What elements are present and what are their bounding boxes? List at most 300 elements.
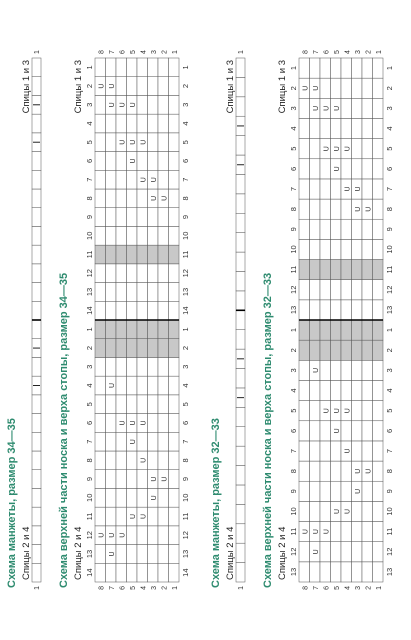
chart-cell: [148, 226, 159, 245]
chart-cell: [127, 208, 138, 227]
chart-cell: [362, 380, 373, 400]
column-number: 10: [85, 231, 94, 240]
chart-cell: [95, 283, 106, 302]
column-number: 3: [289, 368, 298, 373]
chart-cell: [148, 395, 159, 414]
chart-cell: [137, 95, 148, 114]
row-number: 4: [140, 50, 148, 54]
chart-cell: [320, 118, 331, 138]
chart-cell: [137, 189, 148, 208]
stitch-symbol: U: [109, 83, 116, 89]
column-number: 10: [85, 493, 94, 502]
column-number: 5: [85, 402, 94, 407]
column-number: 7: [181, 439, 190, 444]
chart-cell: [236, 563, 245, 582]
chart-cell: [320, 380, 331, 400]
chart-cell: [95, 395, 106, 414]
chart-cell: [236, 485, 245, 504]
chart-cell: [362, 239, 373, 259]
shaded-cell: [106, 245, 117, 264]
needles-label-left: Спицы 2 и 4: [225, 526, 236, 580]
chart-cell: [148, 208, 159, 227]
stitch-symbol: U: [140, 420, 148, 426]
chart-cell: [341, 159, 352, 179]
chart-cell: [137, 395, 148, 414]
chart-cell: [106, 152, 117, 171]
chart-cell: [236, 504, 245, 523]
shaded-cell: [158, 339, 169, 358]
column-number: 11: [385, 527, 394, 536]
chart-cell: [158, 526, 169, 545]
column-number: 9: [289, 489, 298, 494]
chart-cell: [299, 179, 310, 199]
chart-cell: [299, 58, 310, 78]
chart-cell: [116, 301, 127, 320]
stitch-symbol: U: [334, 166, 341, 172]
column-number: 10: [289, 245, 298, 254]
chart-cell: [32, 245, 41, 264]
column-number: 4: [385, 388, 394, 393]
chart-cell: [362, 280, 373, 300]
chart-cell: [137, 432, 148, 451]
shaded-cell: [95, 320, 106, 339]
column-number: 11: [289, 527, 298, 536]
shaded-cell: [148, 245, 159, 264]
chart-cell: [310, 421, 321, 441]
stitch-symbol: U: [334, 508, 341, 514]
needles-label-right: Спицы 1 и 3: [21, 60, 32, 114]
chart-cell: [148, 414, 159, 433]
stitch-symbol: U: [130, 102, 137, 108]
chart-cell: [95, 470, 106, 489]
chart-cell: [148, 357, 159, 376]
chart-cell: [158, 152, 169, 171]
chart-cell: [373, 542, 384, 562]
column-number: 4: [385, 126, 394, 131]
chart-cell: [127, 58, 138, 77]
column-number: 3: [289, 106, 298, 111]
chart-cell: [352, 501, 363, 521]
chart-cell: [373, 58, 384, 78]
chart-cell: [32, 451, 41, 470]
chart-cell: [373, 421, 384, 441]
stitch-symbol: U: [119, 102, 127, 108]
column-number: 1: [85, 65, 94, 70]
stitch-symbol: U: [313, 105, 320, 111]
chart-cell: [158, 357, 169, 376]
chart-cell: [137, 545, 148, 564]
chart-cell: [320, 219, 331, 239]
column-number: 4: [85, 383, 94, 388]
stitch-symbol: U: [313, 85, 320, 91]
column-number: 13: [85, 549, 94, 559]
chart-cell: [310, 58, 321, 78]
chart-cell: [299, 461, 310, 481]
chart-cell: [331, 360, 342, 380]
chart-cell: [32, 283, 41, 302]
chart-cell: [236, 58, 245, 77]
shaded-cell: [331, 320, 342, 340]
chart-cell: [341, 58, 352, 78]
chart-cell: [32, 545, 41, 564]
chart-cell: [299, 239, 310, 259]
column-number: 12: [85, 269, 94, 278]
chart-cell: [352, 78, 363, 98]
chart-cell: [116, 357, 127, 376]
chart-cell: [95, 264, 106, 283]
chart-cell: [362, 300, 373, 320]
chart-cell: [127, 470, 138, 489]
section-title: Схема манжеты, размер 34—35: [6, 418, 18, 588]
chart-cell: [169, 152, 180, 171]
chart-cell: [299, 401, 310, 421]
row-number: 5: [130, 50, 137, 54]
chart-cell: [352, 280, 363, 300]
shaded-cell: [341, 260, 352, 280]
chart-cell: [127, 170, 138, 189]
chart-cell: [148, 507, 159, 526]
chart-cell: [32, 414, 41, 433]
stitch-symbol: U: [109, 532, 116, 538]
shaded-cell: [362, 320, 373, 340]
chart-cell: [169, 470, 180, 489]
row-number: 2: [161, 586, 169, 590]
shaded-cell: [169, 339, 180, 358]
chart-cell: [331, 280, 342, 300]
chart-cell: [362, 421, 373, 441]
chart-cell: [148, 58, 159, 77]
row-number: 7: [313, 50, 320, 54]
column-number: 8: [181, 196, 190, 201]
chart-cell: [362, 219, 373, 239]
chart-cell: [95, 208, 106, 227]
column-number: 1: [85, 327, 94, 332]
stitch-symbol: U: [302, 529, 310, 535]
stitch-symbol: U: [365, 206, 373, 212]
chart-cell: [310, 219, 321, 239]
stitch-symbol: U: [109, 382, 116, 389]
column-number: 9: [385, 227, 394, 232]
chart-cell: [299, 562, 310, 582]
shaded-cell: [116, 339, 127, 358]
shaded-cell: [352, 260, 363, 280]
chart-cell: [116, 226, 127, 245]
chart-cell: [137, 470, 148, 489]
chart-cell: [362, 58, 373, 78]
chart-cell: [106, 283, 117, 302]
chart-cell: [169, 95, 180, 114]
chart-cell: [106, 301, 117, 320]
chart-cell: [310, 461, 321, 481]
chart-cell: [106, 414, 117, 433]
chart-cell: [106, 470, 117, 489]
column-number: 6: [85, 420, 94, 426]
chart-cell: [331, 461, 342, 481]
chart-cell: [299, 501, 310, 521]
chart-cell: [341, 98, 352, 118]
shaded-cell: [158, 320, 169, 339]
chart-cell: [169, 264, 180, 283]
chart-cell: [299, 280, 310, 300]
stitch-symbol: U: [161, 476, 169, 482]
shaded-cell: [331, 340, 342, 360]
chart-cell: [148, 545, 159, 564]
chart-cell: [158, 170, 169, 189]
chart-cell: [299, 118, 310, 138]
column-number: 1: [289, 65, 298, 71]
stitch-symbol: U: [344, 146, 352, 152]
chart-cell: [320, 280, 331, 300]
chart-cell: [148, 432, 159, 451]
row-number: 7: [313, 586, 320, 590]
chart-cell: [158, 563, 169, 582]
chart-cell: [362, 522, 373, 542]
stitch-symbol: U: [334, 408, 341, 414]
chart-cell: [341, 522, 352, 542]
stitch-symbol: U: [140, 457, 148, 463]
chart-cell: [320, 179, 331, 199]
chart-cell: [148, 77, 159, 96]
chart-cell: [137, 114, 148, 133]
chart-cell: [137, 208, 148, 227]
column-number: 11: [85, 512, 94, 521]
chart-cell: [341, 380, 352, 400]
chart-cell: [236, 310, 245, 329]
chart-cell: [310, 239, 321, 259]
stitch-symbol: U: [151, 195, 158, 201]
chart-cell: [32, 58, 41, 77]
column-number: 11: [289, 265, 298, 274]
chart-cell: [341, 300, 352, 320]
chart-cell: [32, 170, 41, 189]
stitch-symbol: U: [313, 529, 320, 535]
stitch-symbol: U: [323, 529, 331, 535]
shaded-cell: [137, 339, 148, 358]
chart-cell: [373, 380, 384, 400]
chart-cell: [169, 451, 180, 470]
chart-cell: [352, 219, 363, 239]
chart-cell: [299, 360, 310, 380]
needles-label-left: Спицы 2 и 4: [277, 526, 288, 580]
stitch-symbol: U: [119, 420, 127, 426]
chart-cell: [116, 376, 127, 395]
column-number: 1: [289, 327, 298, 333]
stitch-symbol: U: [130, 420, 137, 426]
chart-cell: [95, 189, 106, 208]
chart-cell: [158, 395, 169, 414]
stitch-symbol: U: [344, 508, 352, 514]
chart-cell: [236, 174, 245, 193]
chart-cell: [299, 199, 310, 219]
chart-cell: [106, 208, 117, 227]
stitch-symbol: U: [140, 513, 148, 520]
column-number: 6: [85, 158, 94, 164]
stitch-symbol: U: [344, 408, 352, 414]
column-number: 12: [289, 285, 298, 294]
chart-cell: [158, 451, 169, 470]
chart-cell: [352, 401, 363, 421]
chart-cell: [127, 357, 138, 376]
column-number: 10: [385, 507, 394, 516]
chart-cell: [127, 114, 138, 133]
chart-cell: [352, 522, 363, 542]
chart-cell: [32, 301, 41, 320]
chart-cell: [32, 526, 41, 545]
chart-cell: [148, 95, 159, 114]
chart-cell: [169, 77, 180, 96]
stitch-symbol: U: [323, 408, 331, 414]
stitch-symbol: U: [109, 102, 116, 108]
chart-cell: [116, 114, 127, 133]
chart-cell: [373, 118, 384, 138]
chart-cell: [127, 545, 138, 564]
row-number: 3: [355, 50, 362, 54]
chart-cell: [310, 199, 321, 219]
chart-cell: [95, 451, 106, 470]
column-number: 4: [289, 126, 298, 131]
row-number: 8: [98, 586, 106, 590]
chart-cell: [310, 441, 321, 461]
needles-label-right: Спицы 1 и 3: [277, 60, 288, 114]
chart-grid: [6, 0, 66, 640]
chart-cell: [148, 152, 159, 171]
chart-cell: [116, 451, 127, 470]
chart-cell: [106, 488, 117, 507]
chart-cell: [341, 78, 352, 98]
chart-cell: [236, 233, 245, 252]
chart-cell: [116, 488, 127, 507]
column-number: 9: [85, 214, 94, 220]
chart-cell: [158, 226, 169, 245]
column-number: 4: [181, 121, 190, 126]
chart-cell: [331, 562, 342, 582]
chart-cell: [236, 252, 245, 271]
chart-cell: [341, 360, 352, 380]
chart-cell: [148, 264, 159, 283]
chart-cell: [352, 562, 363, 582]
stitch-symbol: U: [140, 139, 148, 145]
chart-cell: [320, 421, 331, 441]
row-number: 8: [302, 586, 310, 590]
chart-cell: [320, 461, 331, 481]
chart-cell: [373, 461, 384, 481]
shaded-cell: [95, 339, 106, 358]
chart-cell: [169, 414, 180, 433]
chart-cell: [352, 58, 363, 78]
chart-cell: [32, 264, 41, 283]
chart-cell: [116, 208, 127, 227]
row-number: 6: [323, 586, 331, 590]
column-number: 5: [181, 140, 190, 145]
chart-cell: [236, 466, 245, 485]
chart-cell: [310, 501, 321, 521]
shaded-cell: [331, 260, 342, 280]
chart-cell: [310, 280, 321, 300]
chart-cell: [116, 58, 127, 77]
column-number: 8: [289, 207, 298, 212]
stitch-symbol: U: [130, 158, 137, 164]
shaded-cell: [310, 260, 321, 280]
chart-cell: [116, 283, 127, 302]
chart-cell: [32, 470, 41, 489]
shaded-cell: [116, 320, 127, 339]
shaded-cell: [95, 245, 106, 264]
column-number: 8: [85, 196, 94, 201]
column-number: 5: [181, 402, 190, 407]
column-number: 3: [181, 102, 190, 107]
column-number: 11: [181, 250, 190, 259]
stitch-symbol: U: [313, 549, 320, 555]
shaded-cell: [373, 260, 384, 280]
shaded-cell: [169, 245, 180, 264]
column-number: 5: [289, 146, 298, 151]
needles-label-right: Спицы 1 и 3: [73, 60, 84, 114]
chart-cell: [137, 226, 148, 245]
chart-cell: [299, 219, 310, 239]
chart-cell: [352, 421, 363, 441]
chart-cell: [310, 380, 321, 400]
chart-cell: [158, 414, 169, 433]
row-number: 5: [130, 586, 137, 590]
column-number: 12: [289, 547, 298, 556]
chart-cell: [95, 301, 106, 320]
column-number: 9: [289, 227, 298, 232]
column-number: 8: [385, 207, 394, 212]
chart-cell: [236, 446, 245, 465]
chart-cell: [299, 481, 310, 501]
chart-cell: [310, 481, 321, 501]
needles-label-left: Спицы 2 и 4: [73, 526, 84, 580]
chart-cell: [158, 301, 169, 320]
chart-cell: [158, 77, 169, 96]
chart-cell: [116, 545, 127, 564]
column-number: 9: [181, 476, 190, 482]
chart-cell: [236, 136, 245, 155]
column-number: 14: [85, 306, 94, 315]
column-number: 3: [85, 364, 94, 369]
chart-cell: [362, 501, 373, 521]
chart-cell: [169, 133, 180, 152]
chart-cell: [95, 152, 106, 171]
chart-cell: [331, 380, 342, 400]
chart-cell: [373, 179, 384, 199]
chart-cell: [32, 208, 41, 227]
chart-cell: [299, 441, 310, 461]
column-number: 3: [85, 102, 94, 107]
column-number: 13: [289, 567, 298, 577]
column-number: 7: [181, 177, 190, 182]
shaded-cell: [320, 320, 331, 340]
chart-cell: [299, 542, 310, 562]
stitch-symbol: U: [365, 468, 373, 474]
stitch-symbol: U: [98, 83, 106, 89]
shaded-cell: [341, 320, 352, 340]
row-number: 1: [172, 586, 179, 590]
chart-cell: [106, 507, 117, 526]
chart-cell: [341, 542, 352, 562]
row-number: 1: [238, 50, 245, 54]
chart-cell: [116, 395, 127, 414]
chart-cell: [32, 395, 41, 414]
chart-cell: [158, 264, 169, 283]
chart-cell: [95, 507, 106, 526]
chart-cell: [169, 545, 180, 564]
chart-cell: [106, 357, 117, 376]
chart-cell: [169, 58, 180, 77]
chart-cell: [169, 114, 180, 133]
shaded-cell: [373, 340, 384, 360]
chart-cell: [362, 401, 373, 421]
